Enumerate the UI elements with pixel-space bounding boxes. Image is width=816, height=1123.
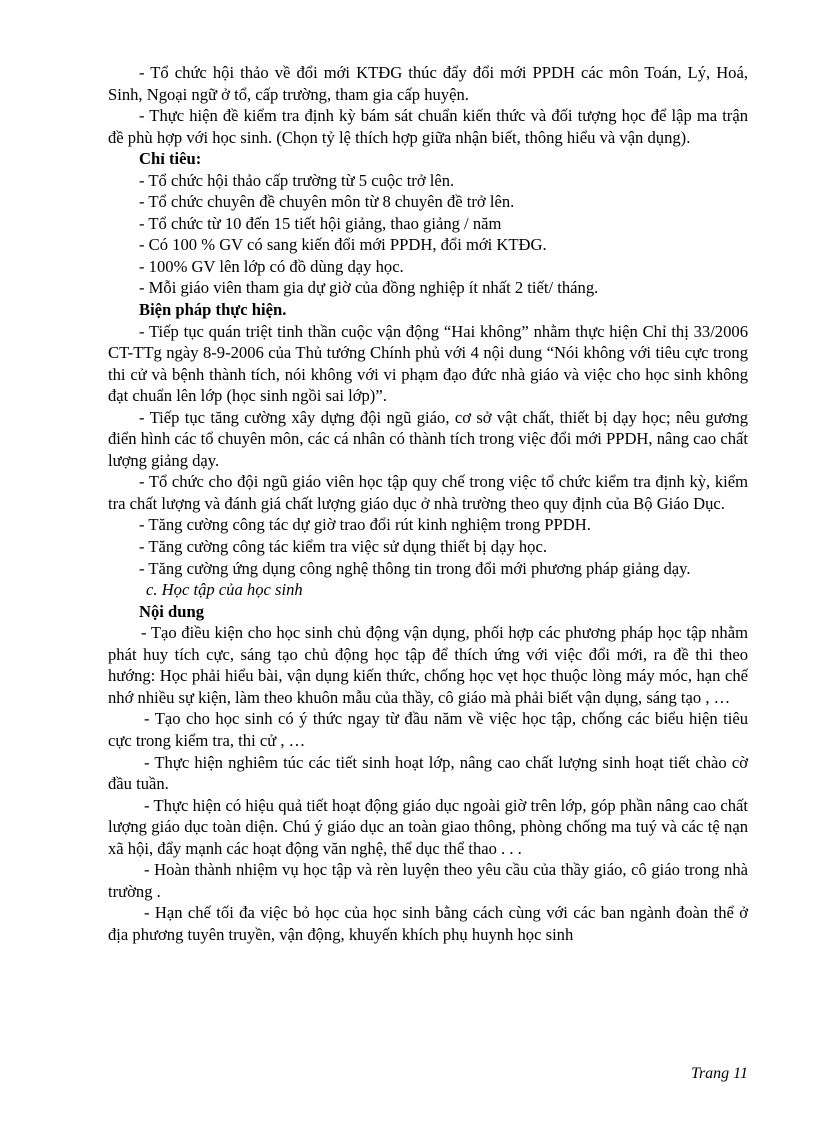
paragraph: - Tăng cường công tác kiểm tra việc sử dụng thiết bị dạy học. [139,537,547,557]
paragraph: - Tổ chức cho đội ngũ giáo viên học tập quy chế trong việc tổ chức kiểm tra định kỳ, kiểm tra chất lượng và đánh giá chất lượng giáo dục ở nhà trường theo quy định của Bộ Giáo Dục. [108,472,748,513]
paragraph: - Tổ chức chuyên đề chuyên môn từ 8 chuyên đề trở lên. [139,192,515,212]
paragraph: - Có 100 % GV có sang kiến đổi mới PPDH, đổi mới KTĐG. [139,235,547,255]
section-heading: Chỉ tiêu: [139,149,202,169]
paragraph: - Hoàn thành nhiệm vụ học tập và rèn luyện theo yêu cầu của thầy giáo, cô giáo trong nhà trường . [108,860,748,901]
section-heading: Nội dung [139,601,205,621]
paragraph: - Hạn chế tối đa việc bỏ học của học sinh bằng cách cùng với các ban ngành đoàn thể ở địa phương tuyên truyền, vận động, khuyến khích phụ huynh học sinh [108,903,748,944]
paragraph: - 100% GV lên lớp có đồ dùng dạy học. [139,256,404,276]
document-body [108,62,748,945]
paragraph: - Tăng cường ứng dụng công nghệ thông tin trong đổi mới phương pháp giảng dạy. [139,558,691,578]
page-number: Trang 11 [690,1065,748,1082]
paragraph: - Tăng cường công tác dự giờ trao đổi rút kinh nghiệm trong PPDH. [139,515,591,535]
paragraph: - Tiếp tục tăng cường xây dựng đội ngũ giáo, cơ sở vật chất, thiết bị dạy học; nêu gương điển hình các tổ chuyên môn, các cá nhân có thành tích trong việc đổi mới PPDH, nâng cao chất lượng giảng dạy. [108,407,748,470]
paragraph: - Tạo cho học sinh có ý thức ngay từ đầu năm về việc học tập, chống các biểu hiện tiêu cực trong kiểm tra, thi cử , … [108,709,748,750]
paragraph: - Thực hiện có hiệu quả tiết hoạt động giáo dục ngoài giờ trên lớp, góp phần nâng cao chất lượng giáo dục toàn diện. Chú ý giáo dục an toàn giao thông, phòng chống ma tuý và các tệ nạn xã hội, đẩy mạnh các hoạt động văn nghệ, thể dục thể thao . . . [108,795,748,858]
paragraph: - Tổ chức hội thảo cấp trường từ 5 cuộc trở lên. [139,170,455,190]
paragraph: - Tiếp tục quán triệt tinh thần cuộc vận động “Hai không” nhằm thực hiện Chỉ thị 33/2006 CT-TTg ngày 8-9-2006 của Thủ tướng Chính phủ với 4 nội dung “Nói không với tiêu cực trong thi cử và bệnh thành tích, nói không với vi phạm đạo đức nhà giáo và việc cho học sinh không đạt chuẩn lên lớp (học sinh ngồi sai lớp)”. [108,321,748,406]
paragraph: - Thực hiện nghiêm túc các tiết sinh hoạt lớp, nâng cao chất lượng sinh hoạt tiết chào cờ đầu tuần. [108,752,748,794]
paragraph: - Thực hiện đề kiểm tra định kỳ bám sát chuẩn kiến thức và đối tượng học để lập ma trận đề phù hợp với học sinh. (Chọn tỷ lệ thích hợp giữa nhận biết, thông hiểu và vận dụng). [108,106,748,147]
paragraph: - Tổ chức hội thảo về đổi mới KTĐG thúc đẩy đổi mới PPDH các môn Toán, Lý, Hoá, Sinh, Ngoại ngữ ở tổ, cấp trường, tham gia cấp huyện. [108,63,748,104]
section-heading: Biện pháp thực hiện. [139,300,287,320]
subsection-title: c. Học tập của học sinh [146,580,303,600]
paragraph: - Tạo điều kiện cho học sinh chủ động vận dụng, phối hợp các phương pháp học tập nhằm phát huy tích cực, sáng tạo chủ động học tập để thích ứng với việc đổi mới, ra đề thi theo hướng: Học phải hiểu bài, vận dụng kiến thức, chống học vẹt học thuộc lòng máy móc, hạn chế nhớ nhiều sự kiện, làm theo khuôn mẫu của thầy, cô giáo mà phải biết vận dụng, sáng tạo , … [108,623,748,707]
paragraph: - Mỗi giáo viên tham gia dự giờ của đồng nghiệp ít nhất 2 tiết/ tháng. [139,278,599,298]
paragraph: - Tổ chức từ 10 đến 15 tiết hội giảng, thao giảng / năm [139,213,502,233]
